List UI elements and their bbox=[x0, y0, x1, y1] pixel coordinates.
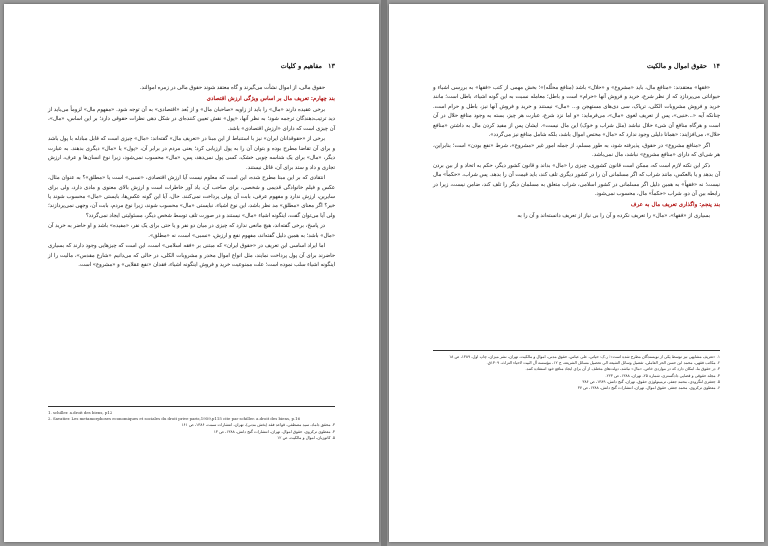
footnote: ۲. مکاتب فقهی، محمد ابن حسن الحر العاملی، تفصیل وسائل الشیعه الی تحصیل مسائل الشریعه، ج ۱۲، مؤسسه آل البیت لاحیاء التراث، ۱۴۰۹ق. bbox=[486, 360, 720, 366]
footnote: 2. Savatier. Les metamorphoses economiques et sociales du droit prive paris,1959,p115 cite par schiller. a.droit des biens, p.16 bbox=[48, 416, 301, 422]
footnote: ۱. «تعریف مشابهی نیز توسط یکی از نویسندگان مطرح شده است»؛ ر.ک: حیاتی، علی عباس، حقوق مدنی، اموال و مالکیت، تهران، نشر میزان، چاپ اول، ۱۳۸۹، ص ۱۸ bbox=[449, 354, 720, 359]
right-page bbox=[389, 4, 764, 542]
paragraph: بسیاری از «فقها»، «مال» را تعریف نکرده و آن را بی نیاز از تعریف دانسته‌اند و آن را به bbox=[517, 212, 710, 219]
paragraph: «فقها» معتقدند: «منافع مال، باید «مشروع» و «حلال» باشد (منافع محلّله)»؛ بخش مهمی از کتب «فقها» به بررسی اشیاء و حیواناتی می‌پردازد که از نظر شرع، خرید و فروش آنها «حرام» است و باطل؛ معامله نسبت به این گونه اشیاء، باطل است؛ مانند خرید و فروش مشروبات الکلی، ترپاک، سی دی‌های مستهجن و... «مال» نیستند و خرید و فروش آنها نیز، باطل و حرام است. چنانکه آیه «...خنبی»، پس از تعریف لغوی «مال»، می‌فرماید: «و اما نزد شرع، عبارت هر چیز، بسته به وجود منافع حلال در آن است و هرگاه منافع آن شیء حلال نباشد (مثل شراب و خوک) این مال نیست». ایشان پس از مفید کردن مال به داشتن «منافع حلال»، می‌افزایند: «همانا دلیلی وجود ندارد که «مال» مختص اموال باشد، بلکه شامل منافع نیز می‌گردد». bbox=[433, 85, 720, 139]
left-page-header bbox=[48, 62, 335, 72]
paragraph: انتقادی که بر این مبنا مطرح شده، این است که معلوم نیست آیا ارزش اقتصادی، «نسبی» است یا «مطلق»؟ به عنوان مثال، عکس و فیلم خانوادگی قدیمی و شخصی، برای صاحب آن، یاد آور خاطرات است و ارزش بالای معنوی و مادی دارد، ولی برای سایرین، ارزش ندارد و مفهوم عرفی، بابت آن پولی پرداخت نمی‌کنند. حال، آیا این گونه عکس‌ها، بایستی «مال» محسوب شوند یا خیر؟ اگر معنای «مطلق» مد نظر باشد، این نوع اشیاء، نبایستی «مال» محسوب شوند، زیرا نوع مردم، بابت آن، وجهی نمی‌پردازند؛ ولی آیا می‌توان گفت، اینگونه اشیاء «مال» نیستند و در صورت تلف توسط شخص دیگر، مسئولیتی ایجاد نمی‌گردد؟ bbox=[48, 175, 335, 219]
left-footnotes bbox=[48, 406, 335, 441]
right-page-body bbox=[433, 84, 720, 221]
paragraph: اگر «منافع مشروع» در حقوق، پذیرفته شود، به طور مسلم، از جمله امور غیر «مشروع»، شرط «نفع بودن» است؛ بنابراین، هر شی‌ای که دارای «منافع مشروع» نباشد، مال نمی‌باشد. bbox=[433, 142, 720, 159]
paragraph: اما ایراد اساسی این تعریف در «حقوق ایران» که مبتنی بر «فقه اسلامی» است، این است که چیزهایی وجود دارند که بسیاری حاضرند برای آن پول پرداخت نمایند، مثل انواع اموال مخدر و مشروبات الکلی، در حالی که می‌دانیم «شارع مقدس»، مالیت را از اینگونه اشیاء سلب نموده است؛ علت ممنوعیت خرید و فروش اینگونه اشیاء، فقدان «نفع عقلایی» و «مشروع» است. bbox=[48, 243, 335, 269]
section-heading: بند پنجم: واگذاری تعریف مال به عرف bbox=[630, 202, 720, 209]
book-spine bbox=[381, 0, 387, 546]
right-page-header bbox=[433, 62, 720, 72]
paragraph: در پاسخ، برخی گفته‌اند، هیچ مانعی ندارد که چیزی در میان دو نفر و یا حتی برای یک نفر، «مفیده» باشد و او حاضر به خرید آن «مال» باشد؛ به همین دلیل گفته‌اند، مفهوم نفع و ارزش، «نسبی» است، نه «مطلق». bbox=[48, 223, 335, 239]
paragraph: ذکر این نکته لازم است که، ممکن است قانون کشوری، چیزی را «مال» بداند و قانون کشور دیگر، حکم به اتحاد و از بین بردن آن بدهد و یا بالعکس، مانند شراب که اگر مسلمانی آن را در کشور دیگری تلف کند، باید قیمت آن را بدهد. پس شراب، «حکماً» مال نیست؛ نه «فقهاً» به همین دلیل اگر مسلمانی در کشور اسلامی، شراب متعلق به مسلمان دیگر را تلف کند، ضامن نیست، زیرا در رابطه بین آن دو، شراب «حکماً» مال، محسوب نمی‌شود. bbox=[433, 162, 720, 197]
left-page-body bbox=[48, 84, 335, 271]
running-title: مفاهیم و کلیات bbox=[280, 62, 323, 70]
running-title: حقوق اموال و مالکیت bbox=[646, 62, 708, 70]
footnote: ۵. کاتوزیان، اموال و مالکیت، ص ۱۲ bbox=[277, 434, 335, 440]
paragraph: برخی از «حقوقدانان ایران» نیز با استنباط از این مبنا در «تعریف مال» گفته‌اند: «مال» چیزی است که قابل مبادله با پول باشد و برای آن تقاضا مطرح بوده و بتوان آن را به پول ارزیابی کرد؛ یعنی مردم در برابر آن، «پول» یا «مال» دیگری بدهند. به عبارت دیگر، «مال» برای یک شناسه چوبی خشک، کسی پول نمی‌دهد، پس، «مال» محسوب نمی‌شود، زیرا نوع انسان‌ها و عرف، ارزش تجاری و داد و ستد برای آن، قائل نیستند. bbox=[48, 136, 335, 171]
page-number: ۱۴ bbox=[713, 62, 720, 70]
section-heading: بند چهارم: تعریف مال بر اساس ویژگی ارزش اقتصادی bbox=[206, 96, 335, 103]
footnote: ۴. مجله حقوقی و قضایی دادگستری، شماره ۲۵، تهران، ۱۳۸۸، ص ۲۲۳. bbox=[605, 372, 720, 378]
footnote: 1. schiller. a.droit des biens, p12 bbox=[48, 410, 113, 415]
page-number: ۱۳ bbox=[328, 62, 335, 70]
footnote: ۶. معطوی ترکزوی، محمد جعفر، حقوق اموال، تهران، انتشارات گنج دانش، ۱۳۸۸، ص ۳۷ bbox=[577, 385, 720, 391]
paragraph: برخی عقیده دارند «مال» را باید از زاویه «صاحبان مال» و از بُعد «اقتصادی» به آن توجه شود. «مفهوم مال» لزوماً می‌باید از دید ترتیب‌دهندگان ترجمه شود؛ به نظر آنها، «پول» نقش تعیین کننده‌ای در شکل دهی نظرات حقوقی دارد؛ بر این اساس، «مال»، آن چیزی است که دارای «ارزش اقتصادی» باشد. bbox=[48, 106, 335, 132]
footnote: ۴. معطوی ترکزوی، حقوق اموال، تهران، انتشارات گنج دانش، ۱۳۸۸، ص ۱۳ bbox=[213, 428, 335, 434]
footnote: ۳. در حقوق ما، امکان دارد که در مواردی خاص، «مال» نباشد، دولت‌های مختلف از آن برای ایجاد منافع خود استفاده کنند. bbox=[525, 366, 720, 372]
footnote: ۵. جعفری لنگرودی، محمد جعفر، ترمینولوژی حقوق، تهران، گنج دانش، ۱۳۸۹، ص ۳۸۶ bbox=[582, 378, 720, 384]
right-footnotes bbox=[433, 350, 720, 391]
footnote: ۳. محقق داماد، سید مصطفی، قواعد فقه (بخش مدنی)، تهران، انتشارات سمت، ۱۳۸۶، ص ۱۶۱ bbox=[181, 422, 335, 428]
paragraph: حقوق مالی، از اموال نشأت می‌گیرند و گاه معتقد شوند حقوق مالی در زمره اموالند. bbox=[139, 85, 325, 91]
left-page bbox=[4, 4, 379, 542]
